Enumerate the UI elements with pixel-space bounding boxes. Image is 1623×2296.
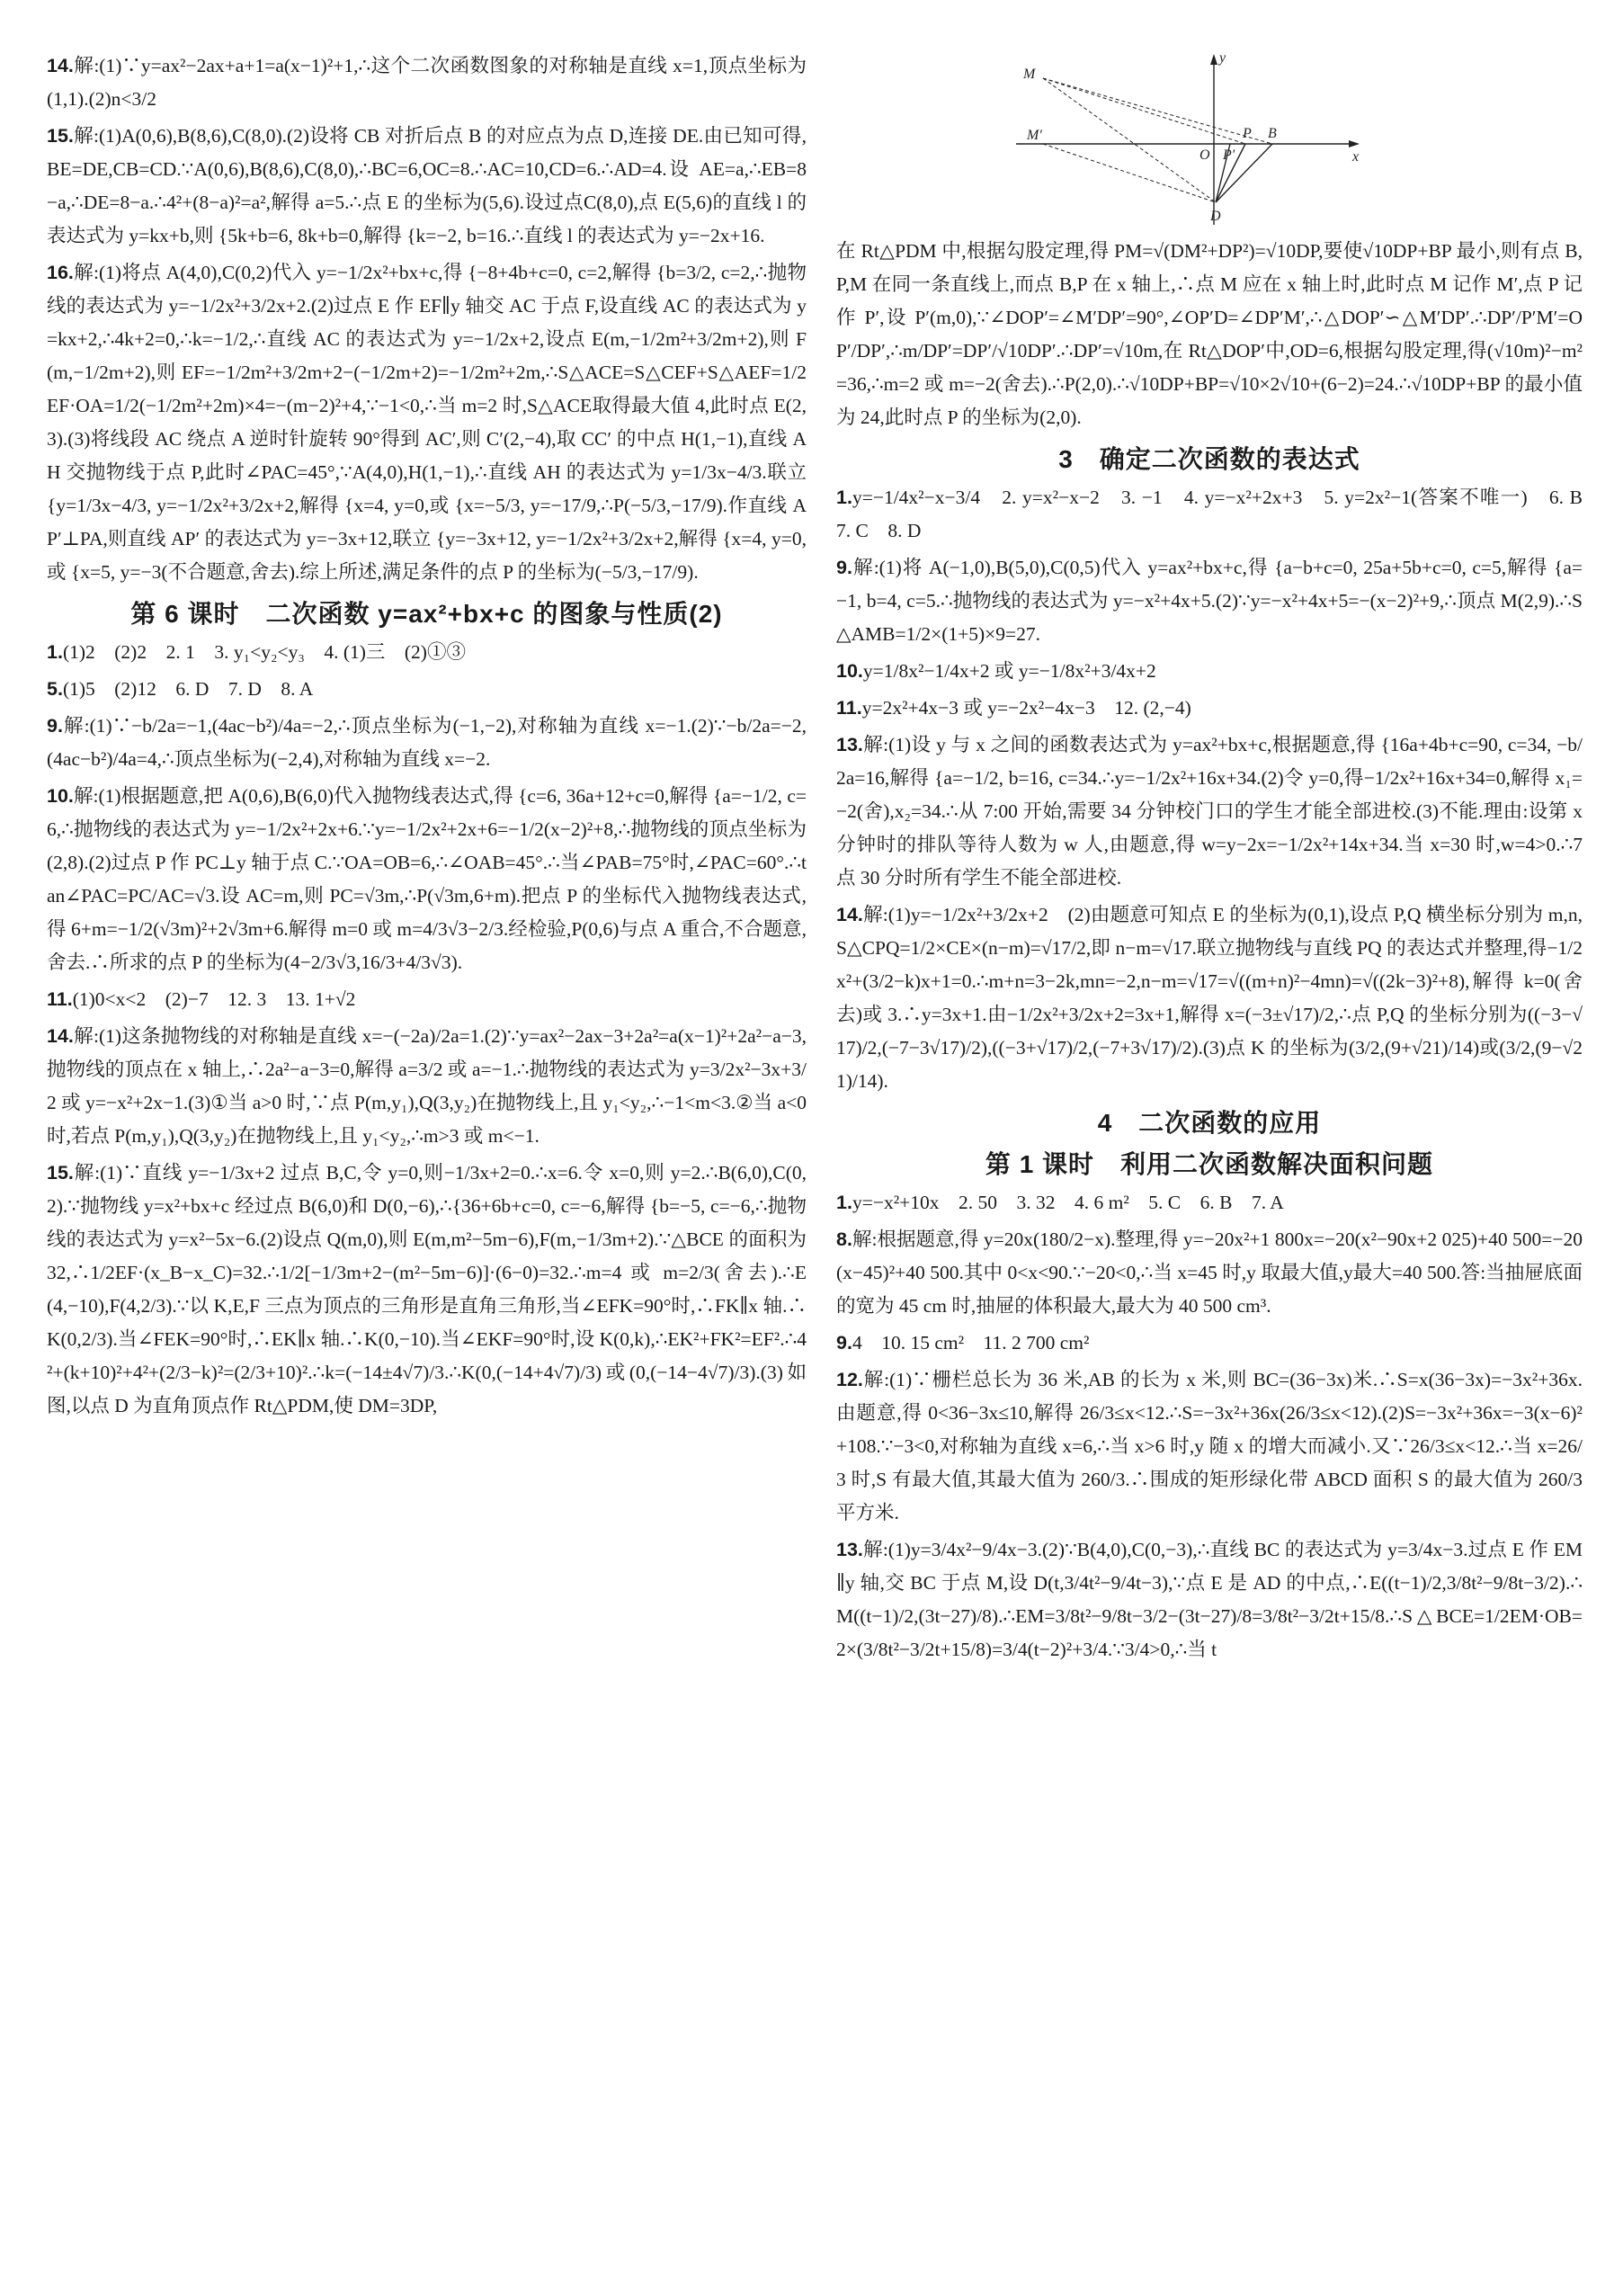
answer-text: 解:(1)∵直线 y=−1/3x+2 过点 B,C,令 y=0,则−1/3x+2=0.∴x=6.令 x=0,则 y=2.∴B(6,0),C(0,2).∵抛物线 y=x²+bx+c 经过点 B(6,0)和 D(0,−6),∴{36+6b+c=0, c=−6,解得 {b=−5, c=−6,∴抛物线的表达式为 y=x²−5x−6.(2)设点 Q(m,0),则 E(m,m²−5m−6),F(m,−1/3m+2).∵△BCE 的面积为 32,∴1/2EF·(x_B−x_C)=32.∴1/2[−1/3m+2−(m²−5m−6)]·(6−0)=32.∴m=4 或 m=2/3(舍去).∴E(4,−10),F(4,2/3).∵以 K,E,F 三点为顶点的三角形是直角三角形,当∠EFK=90°时,∴FK∥x 轴.∴K(0,2/3).当∠FEK=90°时,∴EK∥x 轴.∴K(0,−10).当∠EKF=90°时,设 K(0,k),∴EK²+FK²=EF².∴4²+(k+10)²+4²+(2/3−k)²=(2/3+10)².∴k=(−14±4√7)/3.∴K(0,(−14+4√7)/3)或(0,(−14−4√7)/3).(3)如图,以点 D 为直角顶点作 Rt△PDM,使 DM=3DP, (47, 1162, 812, 1416)
answer-text: (1)2 (2)2 2. 1 3. y₁<y₂<y₃ 4. (1)三 (2)①③ (62, 641, 466, 663)
answer-14b (47, 1020, 812, 1153)
answer-1-7 (836, 1186, 1583, 1219)
answer-5-8 (47, 673, 807, 706)
answer-number: 14. (47, 55, 74, 76)
answer-text: 解:根据题意,得 y=20x(180/2−x).整理,得 y=−20x²+1 800x=−20(x²−90x+2 025)+40 500=−20(x−45)²+40 500.其中 0<x<90.∵−20<0,∴当 x=45 时,y 取最大值,y最大=40 500.答:当抽屉底面的宽为 45 cm 时,抽屉的体积最大,最大为 40 500 cm³. (836, 1228, 1583, 1317)
segment-MD (1043, 78, 1216, 202)
answer-number: 16. (47, 262, 74, 283)
answer-number: 10. (47, 785, 74, 807)
answer-10 (47, 780, 807, 979)
answer-12r (836, 1363, 1588, 1530)
x-axis-arrow (1349, 140, 1360, 147)
answer-text: 解:(1)A(0,6),B(8,6),C(8,0).(2)设将 CB 对折后点 B 的对应点为点 D,连接 DE.由已知可得,BE=DE,CB=CD.∵A(0,6),B(8,6),C(8,0),∴BC=6,OC=8.∴AC=10,CD=6.∴AD=4.设 AE=a,∴EB=8−a,∴DE=8−a.∴4²+(8−a)²=a²,解得 a=5.∴点 E 的坐标为(5,6).设过点C(8,0),点 E(5,6)的直线 l 的表达式为 y=kx+b,则 {5k+b=6, 8k+b=0,解得 {k=−2, b=16.∴直线 l 的表达式为 y=−2x+16. (47, 125, 807, 246)
answer-number: 15. (47, 1162, 74, 1184)
label-x: x (1352, 149, 1360, 165)
label-B: B (1268, 126, 1277, 141)
answer-number: 9. (47, 715, 63, 737)
answer-text: 解:(1)将点 A(4,0),C(0,2)代入 y=−1/2x²+bx+c,得 {−8+4b+c=0, c=2,解得 {b=3/2, c=2,∴抛物线的表达式为 y=−1/2x²+3/2x+2.(2)过点 E 作 EF∥y 轴交 AC 于点 F,设直线 AC 的表达式为 y=kx+2,∴4k+2=0,∴k=−1/2,∴直线 AC 的表达式为 y=−1/2x+2,设点 E(m,−1/2m²+3/2m+2),则 F(m,−1/2m+2),则 EF=−1/2m²+3/2m+2−(−1/2m+2)=−1/2m²+2m,∴S△ACE=S△CEF+S△AEF=1/2EF·OA=1/2(−1/2m²+2m)×4=−(m−2)²+4,∵−1<0,∴当 m=2 时,S△ACE取得最大值 4,此时点 E(2,3).(3)将线段 AC 绕点 A 逆时针旋转 90°得到 AC′,则 C′(2,−4),取 CC′ 的中点 H(1,−1),直线 AH 交抛物线于点 P,此时∠PAC=45°,∵A(4,0),H(1,−1),∴直线 AH 的表达式为 y=1/3x−4/3.联立 {y=1/3x−4/3, y=−1/2x²+3/2x+2,解得 {x=4, y=0,或 {x=−5/3, y=−17/9,∴P(−5/3,−17/9).作直线 AP′⊥PA,则直线 AP′ 的表达式为 y=−3x+12,联立 {y=−3x+12, y=−1/2x²+3/2x+2,解得 {x=4, y=0,或 {x=5, y=−3(不合题意,舍去).综上所述,满足条件的点 P 的坐标为(−5/3,−17/9). (47, 262, 812, 583)
y-axis-arrow (1210, 54, 1217, 65)
segment-MP (1043, 78, 1272, 144)
answer-14 (47, 49, 807, 116)
answer-text: y=1/8x²−1/4x+2 或 y=−1/8x²+3/4x+2 (862, 660, 1156, 682)
answer-text: 在 Rt△PDM 中,根据勾股定理,得 PM=√(DM²+DP²)=√10DP,要使√10DP+BP 最小,则有点 B,P,M 在同一条直线上,而点 B,P 在 x 轴上,∴点 M 应在 x 轴上时,此时点 M 记作 M′,点 P 记作 P′,设 P′(m,0),∵∠DOP′=∠M′DP′=90°,∠OP′D=∠DP′M′,∴△DOP′∽△M′DP′.∴DP′/P′M′=OP′/DP′,∴m/DP′=DP′/√10DP′.∴DP′=√10m,在 Rt△DOP′中,OD=6,根据勾股定理,得(√10m)²−m²=36,∴m=2 或 m=−2(舍去).∴P(2,0).∴√10DP+BP=√10×2√10+(6−2)=24.∴√10DP+BP 的最小值为 24,此时点 P 的坐标为(2,0). (836, 240, 1583, 428)
label-M-prime: M′ (1027, 128, 1042, 143)
answer-1-4 (47, 636, 807, 669)
answer-number: 9. (836, 557, 852, 578)
answer-9r (836, 551, 1583, 651)
answer-text: (1)5 (2)12 6. D 7. D 8. A (62, 678, 314, 700)
answer-number: 11. (836, 697, 862, 719)
answer-number: 1. (836, 1192, 852, 1213)
answer-number: 15. (47, 125, 74, 147)
answer-1-8 (836, 481, 1602, 548)
answer-text: (1)0<x<2 (2)−7 12. 3 13. 1+√2 (72, 988, 356, 1010)
answer-10r (836, 655, 1583, 688)
label-P-prime: P′ (1223, 147, 1235, 163)
section-heading-lesson-6: 第 6 课时 二次函数 y=ax²+bx+c 的图象与性质(2) (130, 600, 723, 628)
answer-number: 9. (836, 1332, 852, 1353)
answer-11-13 (47, 983, 807, 1016)
answer-15b (47, 1157, 812, 1423)
answer-14r (836, 898, 1583, 1098)
answer-number: 1. (836, 487, 852, 508)
answer-9 (47, 710, 807, 776)
answer-text: 解:(1)y=−1/2x²+3/2x+2 (2)由题意可知点 E 的坐标为(0,1),设点 P,Q 横坐标分别为 m,n,S△CPQ=1/2×CE×(n−m)=√17/2,即 n−m=√17.联立抛物线与直线 PQ 的表达式并整理,得−1/2x²+(3/2−k)x+1=0.∴m+n=3−2k,mn=−2,n−m=√17=√((m+n)²−4mn)=√((2k−3)²+8),解得 k=0(舍去)或 3.∴y=3x+1.由−1/2x²+3/2x+2=3x+1,解得 x=(−3±√17)/2,∴点 P,Q 的坐标分别为((−3−√17)/2,(−7−3√17)/2),((−3+√17)/2,(−7+3√17)/2).(3)点 K 的坐标为(3/2,(9+√21)/14)或(3/2,(9−√21)/14). (836, 904, 1583, 1092)
answer-number: 14. (47, 1025, 74, 1047)
label-M: M (1023, 67, 1036, 82)
answer-text: 解:(1)将 A(−1,0),B(5,0),C(0,5)代入 y=ax²+bx+c,得 {a−b+c=0, 25a+5b+c=0, c=5,解得 {a=−1, b=4, c=5.∴抛物线的表达式为 y=−x²+4x+5.(2)∵y=−x²+4x+5=−(x−2)²+9,∴顶点 M(2,9).∴S△AMB=1/2×(1+5)×9=27. (836, 557, 1583, 645)
answer-text: 解:(1)设 y 与 x 之间的函数表达式为 y=ax²+bx+c,根据题意,得 {16a+4b+c=90, c=34, −b/2a=16,解得 {a=−1/2, b=16, c=34.∴y=−1/2x²+16x+34.(2)令 y=0,得−1/2x²+16x+34=0,解得 x₁=−2(舍),x₂=34.∴从 7:00 开始,需要 34 分钟校门口的学生才能全部进校.(3)不能.理由:设第 x 分钟时的排队等待人数为 w 人,由题意,得 w=y−2x=−1/2x²+14x+34.当 x=30 时,w=4>0.∴7 点 30 分时所有学生不能全部进校. (836, 734, 1588, 889)
answer-number: 8. (836, 1228, 852, 1250)
answer-text: 解:(1)y=3/4x²−9/4x−3.(2)∵B(4,0),C(0,−3),∴直线 BC 的表达式为 y=3/4x−3.过点 E 作 EM∥y 轴,交 BC 于点 M,设 D(t,3/4t²−9/4t−3),∵点 E 是 AD 的中点,∴E((t−1)/2,3/8t²−9/8t−3/2).∴M((t−1)/2,(3t−27)/8).∴EM=3/8t²−9/8t−3/2−(3t−27)/8=3/8t²−3/2t+15/8.∴S△BCE=1/2EM·OB=2×(3/8t²−3/2t+15/8)=3/4(t−2)²+3/4.∵3/4>0,∴当 t (836, 1539, 1583, 1660)
answer-15-continued (836, 235, 1583, 434)
answer-8r (836, 1223, 1583, 1323)
answer-number: 11. (47, 988, 73, 1010)
answer-15 (47, 120, 807, 253)
label-P: P (1243, 126, 1252, 141)
answer-number: 14. (836, 904, 863, 925)
answer-number: 13. (836, 1539, 863, 1560)
section-heading-lesson-1: 第 1 课时 利用二次函数解决面积问题 (985, 1150, 1434, 1178)
answer-text: y=−1/4x²−x−3/4 2. y=x²−x−2 3. −1 4. y=−x²+2x+3 5. y=2x²−1(答案不唯一) 6. B 7. C 8. D (836, 487, 1602, 541)
segment-M-prime-D (1043, 144, 1216, 202)
answer-11r (836, 692, 1583, 725)
answer-number: 10. (836, 660, 863, 682)
label-D: D (1210, 209, 1221, 224)
answer-text: 4 10. 15 cm² 11. 2 700 cm² (852, 1332, 1090, 1353)
answer-text: y=−x²+10x 2. 50 3. 32 4. 6 m² 5. C 6. B 7. A (852, 1192, 1284, 1213)
answer-9-11 (836, 1327, 1583, 1360)
answer-number: 12. (836, 1369, 863, 1390)
answer-13r (836, 728, 1588, 895)
label-O: O (1199, 147, 1210, 163)
answer-text: 解:(1)∵y=ax²−2ax+a+1=a(x−1)²+1,∴这个二次函数图象的对称轴是直线 x=1,顶点坐标为(1,1).(2)n<3/2 (47, 55, 807, 110)
answer-number: 1. (47, 641, 63, 663)
left-column (47, 49, 812, 1426)
answer-text: y=2x²+4x−3 或 y=−2x²−4x−3 12. (2,−4) (861, 697, 1191, 719)
answer-number: 13. (836, 734, 863, 755)
geometry-figure (1007, 49, 1367, 229)
section-heading-4: 4 二次函数的应用 (1097, 1109, 1322, 1137)
right-column (836, 49, 1602, 1670)
answer-text: 解:(1)∵栅栏总长为 36 米,AB 的长为 x 米,则 BC=(36−3x)米.∴S=x(36−3x)=−3x²+36x.由题意,得 0<36−3x≤10,解得 26/3≤x<12.∴S=−3x²+36x(26/3≤x<12).(2)S=−3x²+36x=−3(x−6)²+108.∵−3<0,对称轴为直线 x=6,∴当 x>6 时,y 随 x 的增大而减小.又∵26/3≤x<12.∴当 x=26/3 时,S 有最大值,其最大值为 260/3.∴围成的矩形绿化带 ABCD 面积 S 的最大值为 260/3 平方米. (836, 1369, 1588, 1523)
answer-number: 5. (47, 678, 63, 700)
label-y: y (1219, 50, 1226, 66)
answer-text: 解:(1)这条抛物线的对称轴是直线 x=−(−2a)/2a=1.(2)∵y=ax²−2ax−3+2a²=a(x−1)²+2a²−a−3,抛物线的顶点在 x 轴上,∴2a²−a−3=0,解得 a=3/2 或 a=−1.∴抛物线的表达式为 y=3/2x²−3x+3/2 或 y=−x²+2x−1.(3)①当 a>0 时,∵点 P(m,y₁),Q(3,y₂)在抛物线上,且 y₁<y₂,∴−1<m<3.②当 a<0 时,若点 P(m,y₁),Q(3,y₂)在抛物线上,且 y₁<y₂,∴m>3 或 m<−1. (47, 1025, 812, 1147)
answer-text: 解:(1)根据题意,把 A(0,6),B(6,0)代入抛物线表达式,得 {c=6, 36a+12+c=0,解得 {a=−1/2, c=6,∴抛物线的表达式为 y=−1/2x²+2x+6.∵y=−1/2x²+2x+6=−1/2(x−2)²+8,∴抛物线的顶点坐标为(2,8).(2)过点 P 作 PC⊥y 轴于点 C.∵OA=OB=6,∴∠OAB=45°.∴当∠PAB=75°时,∠PAC=60°.∴tan∠PAC=PC/AC=√3.设 AC=m,则 PC=√3m,∴P(√3m,6+m).把点 P 的坐标代入抛物线表达式,得 6+m=−1/2(√3m)²+2√3m+6.解得 m=0 或 m=4/3√3−2/3.经检验,P(0,6)与点 A 重合,不合题意,舍去.∴所求的点 P 的坐标为(4−2/3√3,16/3+4/3√3). (47, 785, 807, 973)
answer-13r2 (836, 1533, 1583, 1666)
segment-MB (1043, 78, 1245, 144)
answer-16 (47, 256, 812, 589)
section-heading-3: 3 确定二次函数的表达式 (1058, 445, 1360, 473)
answer-text: 解:(1)∵−b/2a=−1,(4ac−b²)/4a=−2,∴顶点坐标为(−1,−2),对称轴为直线 x=−1.(2)∵−b/2a=−2,(4ac−b²)/4a=4,∴顶点坐标为(−2,4),对称轴为直线 x=−2. (47, 715, 807, 770)
